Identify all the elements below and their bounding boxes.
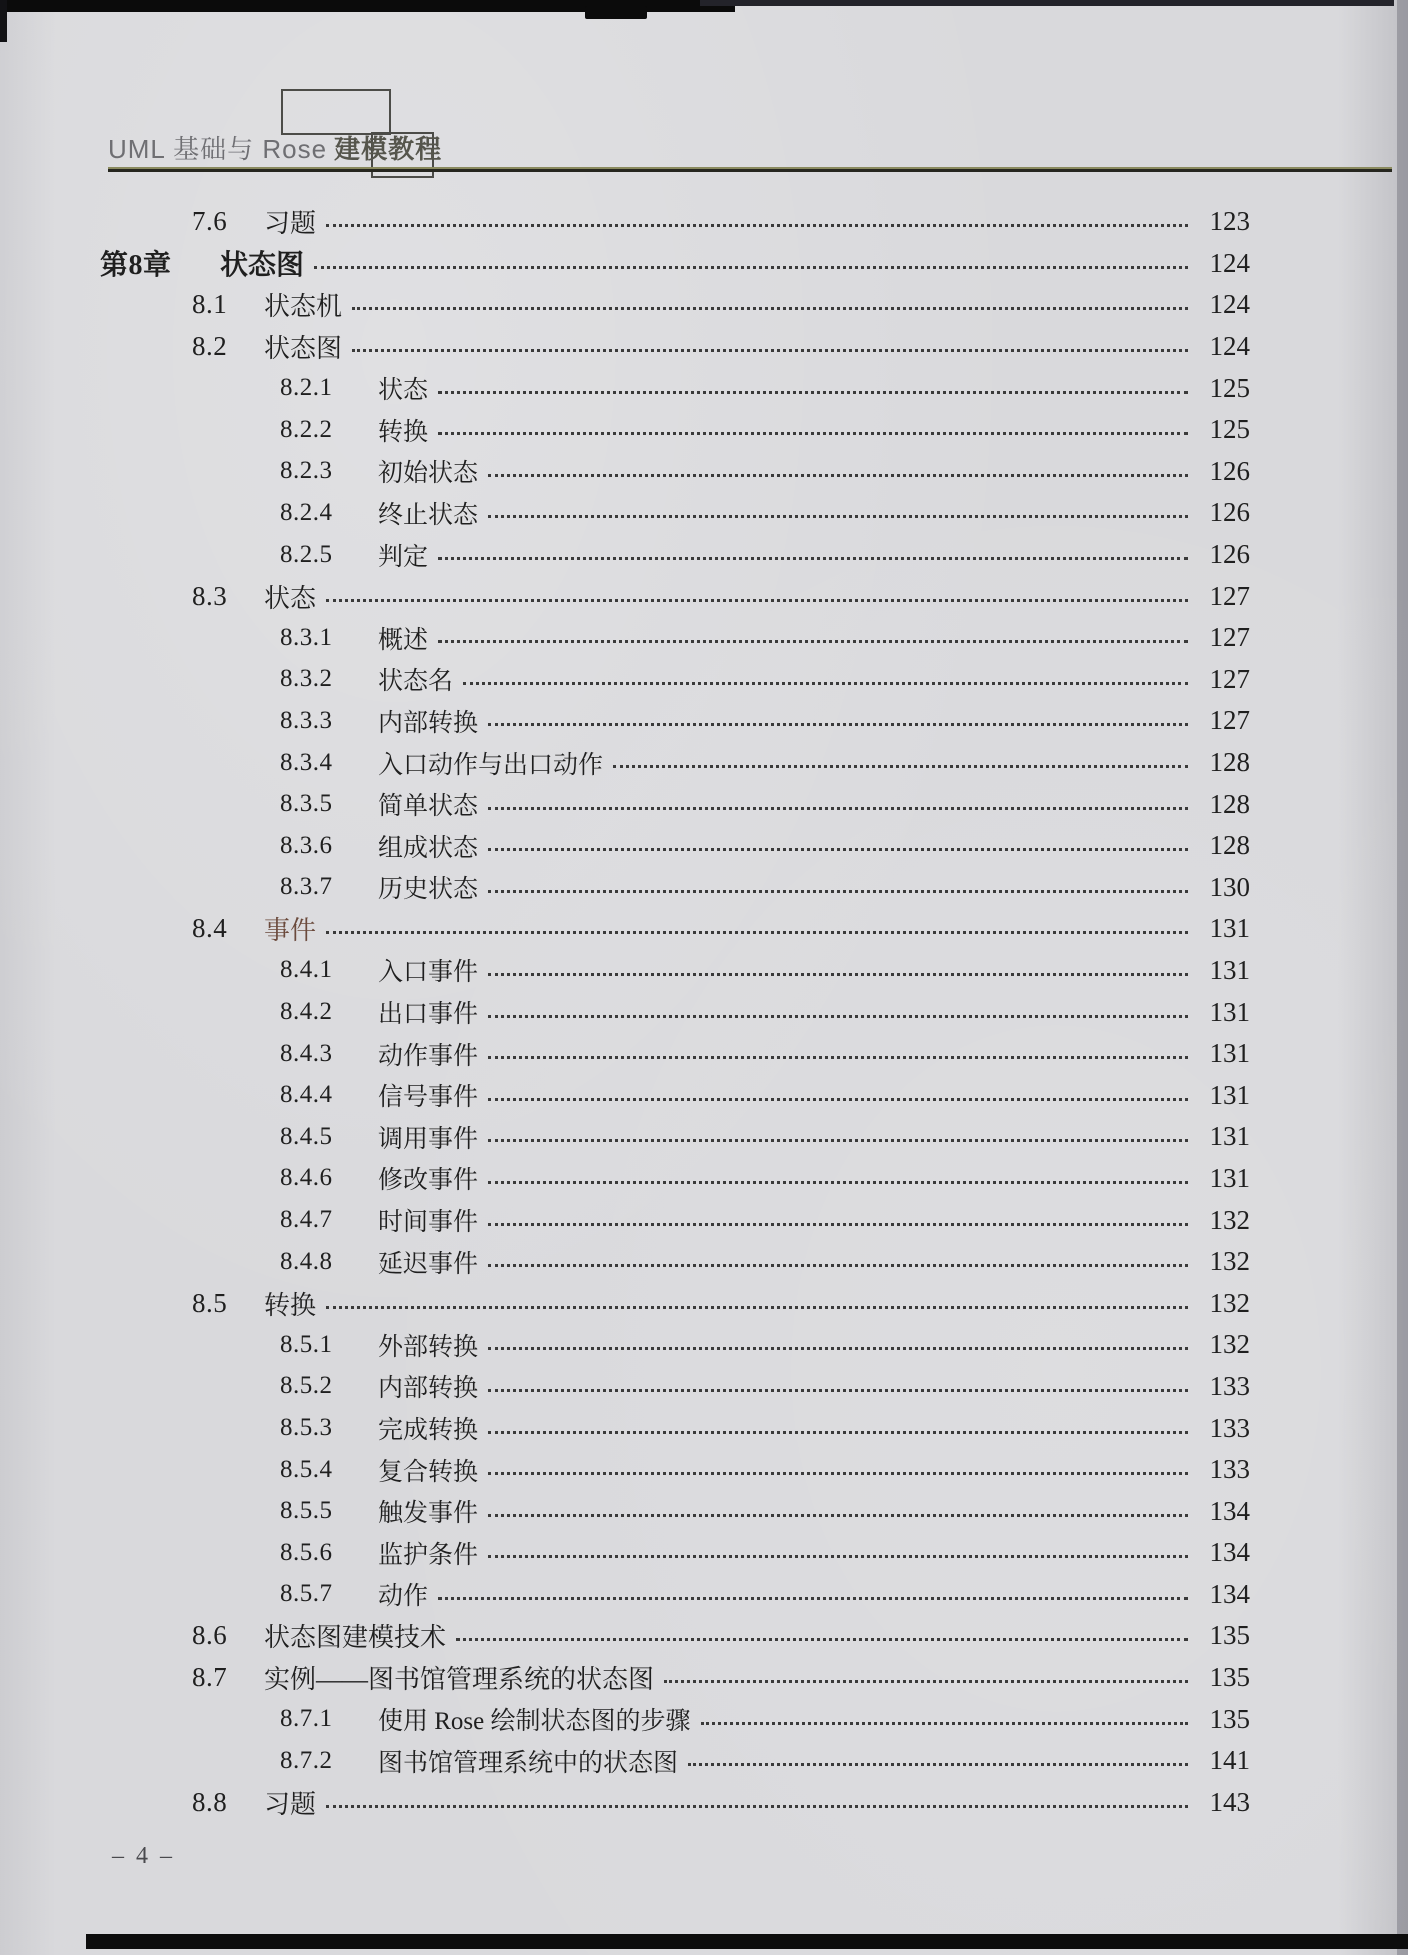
toc-entry-number: 8.2.4: [280, 498, 333, 526]
toc-entry-row: [0, 991, 1408, 1033]
toc-entry-title: 历史状态: [378, 876, 479, 904]
toc-entry-title: 判定: [378, 543, 429, 571]
toc-entry-page: 133: [1209, 1370, 1250, 1401]
toc-entry-page: 134: [1209, 1537, 1250, 1568]
scan-artifact-bottom-bar: [86, 1934, 1408, 1949]
toc-entry-row: [0, 1074, 1408, 1116]
toc-entry-number: 8.5.4: [280, 1455, 333, 1483]
toc-entry-title: 简单状态: [378, 793, 479, 821]
toc-entry-title: 入口动作与出口动作: [378, 751, 604, 779]
toc-entry-page: 131: [1209, 1079, 1250, 1110]
toc-entry-row: [0, 742, 1408, 784]
toc-entry-number: 8.2.2: [280, 415, 333, 443]
toc-entry-row: [0, 1282, 1408, 1324]
dot-leader: [326, 931, 1188, 934]
toc-entry-title: 状态机: [264, 292, 343, 322]
toc-entry-title: 动作事件: [378, 1042, 479, 1070]
toc-entry-title: 习题: [264, 209, 317, 239]
toc-entry-row: [0, 534, 1408, 576]
toc-entry-title: 实例——图书馆管理系统的状态图: [264, 1665, 655, 1695]
toc-entry-title: 图书馆管理系统中的状态图: [378, 1749, 679, 1777]
dot-leader: [488, 1472, 1188, 1475]
toc-entry-number: 8.3.1: [280, 623, 333, 651]
toc-entry-page: 127: [1209, 663, 1250, 694]
dot-leader: [326, 1805, 1188, 1808]
toc-entry-page: 127: [1209, 622, 1250, 653]
toc-entry-row: [0, 1407, 1408, 1449]
toc-entry-page: 135: [1209, 1620, 1250, 1651]
dot-leader: [701, 1722, 1188, 1725]
toc-entry-number: 8.3.4: [280, 748, 333, 776]
dot-leader: [438, 1597, 1188, 1600]
toc-entry-row: [0, 451, 1408, 493]
dot-leader: [488, 1514, 1188, 1517]
toc-entry-page: 123: [1209, 206, 1250, 237]
toc-entry-number: 8.3.6: [280, 831, 333, 859]
toc-entry-row: [0, 783, 1408, 825]
toc-entry-number: 8.7: [192, 1662, 228, 1693]
dot-leader: [438, 432, 1188, 435]
toc-entry-page: 124: [1209, 247, 1250, 278]
toc-entry-title: 事件: [264, 916, 317, 946]
toc-entry-page: 132: [1209, 1329, 1250, 1360]
dot-leader: [326, 1306, 1188, 1309]
header-decoration-box-upper: [281, 89, 391, 135]
toc-entry-number: 8.2.5: [280, 540, 333, 568]
scan-artifact-top-line: [700, 0, 1394, 6]
dot-leader: [488, 515, 1188, 518]
toc-entry-number: 8.5.5: [280, 1497, 333, 1525]
toc-entry-number: 8.4: [192, 913, 228, 944]
toc-entry-row: [0, 1366, 1408, 1408]
toc-entry-number: 8.3: [192, 580, 228, 611]
toc-entry-page: 135: [1209, 1662, 1250, 1693]
toc-entry-number: 8.7.2: [280, 1746, 333, 1774]
dot-leader: [488, 1389, 1188, 1392]
toc-entry-number: 8.4.3: [280, 1039, 333, 1067]
dot-leader: [314, 266, 1188, 269]
toc-entry-number: 8.4.8: [280, 1247, 333, 1275]
book-title-left: UML 基础与 Rose: [108, 134, 328, 164]
toc-entry-number: 8.4.6: [280, 1164, 333, 1192]
toc-entry-number: 8.7.1: [280, 1705, 333, 1733]
toc-entry-page: 132: [1209, 1204, 1250, 1235]
toc-entry-title: 内部转换: [378, 709, 479, 737]
toc-entry-page: 133: [1209, 1412, 1250, 1443]
toc-entry-number: 8.5.7: [280, 1580, 333, 1608]
toc-entry-title: 状态: [378, 377, 429, 405]
dot-leader: [613, 765, 1188, 768]
toc-entry-title: 状态名: [378, 668, 454, 696]
dot-leader: [488, 474, 1188, 477]
toc-entry-row: [0, 950, 1408, 992]
toc-entry-number: 8.5: [192, 1287, 228, 1318]
dot-leader: [326, 224, 1188, 227]
toc-entry-number: 8.5.1: [280, 1330, 333, 1358]
toc-entry-row: [0, 1698, 1408, 1740]
toc-entry-number: 8.4.4: [280, 1081, 333, 1109]
toc-entry-title: 习题: [264, 1789, 317, 1819]
toc-entry-page: 131: [1209, 954, 1250, 985]
toc-entry-title: 组成状态: [378, 834, 479, 862]
toc-entry-page: 126: [1209, 497, 1250, 528]
dot-leader: [488, 1098, 1188, 1101]
toc-entry-title: 转换: [378, 418, 429, 446]
dot-leader: [326, 599, 1188, 602]
toc-entry-page: 126: [1209, 455, 1250, 486]
toc-entry-number: 第8章: [100, 250, 172, 282]
dot-leader: [488, 890, 1188, 893]
toc-entry-title: 信号事件: [378, 1084, 479, 1112]
toc-entry-number: 7.6: [192, 206, 228, 237]
toc-entry-page: 131: [1209, 1121, 1250, 1152]
dot-leader: [463, 682, 1188, 685]
toc-entry-number: 8.5.3: [280, 1414, 333, 1442]
toc-entry-title: 状态图建模技术: [264, 1623, 447, 1653]
dot-leader: [488, 1223, 1188, 1226]
toc-entry-number: 8.3.7: [280, 873, 333, 901]
toc-entry-row: [0, 1490, 1408, 1532]
toc-entry-title: 时间事件: [378, 1209, 479, 1237]
toc-entry-row: [0, 1116, 1408, 1158]
toc-entry-title: 状态图: [220, 250, 305, 282]
toc-entry-row: [0, 575, 1408, 617]
toc-entry-title: 入口事件: [378, 959, 479, 987]
toc-entry-title: 状态: [264, 583, 317, 613]
dot-leader: [456, 1638, 1188, 1641]
toc-entry-row: [0, 617, 1408, 659]
toc-entry-row: [0, 201, 1408, 243]
toc-entry-page: 124: [1209, 331, 1250, 362]
toc-entry-row: [0, 825, 1408, 867]
toc-entry-number: 8.1: [192, 289, 228, 320]
toc-entry-row: [0, 659, 1408, 701]
toc-entry-number: 8.4.2: [280, 998, 333, 1026]
toc-entry-row: [0, 1657, 1408, 1699]
toc-entry-title: 修改事件: [378, 1167, 479, 1195]
toc-entry-row: [0, 326, 1408, 368]
dot-leader: [488, 1264, 1188, 1267]
dot-leader: [438, 640, 1188, 643]
dot-leader: [488, 807, 1188, 810]
dot-leader: [488, 1056, 1188, 1059]
toc-entry-number: 8.3.3: [280, 706, 333, 734]
dot-leader: [488, 1431, 1188, 1434]
toc-entry-title: 监护条件: [378, 1541, 479, 1569]
dot-leader: [438, 391, 1188, 394]
toc-entry-title: 延迟事件: [378, 1250, 479, 1278]
dot-leader: [488, 973, 1188, 976]
toc-entry-number: 8.5.2: [280, 1372, 333, 1400]
toc-entry-title: 触发事件: [378, 1500, 479, 1528]
toc-entry-number: 8.2.1: [280, 374, 333, 402]
toc-entry-row: [0, 1532, 1408, 1574]
toc-entry-page: 128: [1209, 788, 1250, 819]
dot-leader: [488, 1347, 1188, 1350]
footer-page-number: – 4 –: [112, 1843, 175, 1869]
dot-leader: [664, 1680, 1188, 1683]
book-title: [108, 134, 442, 164]
toc-entry-row: [0, 409, 1408, 451]
toc-entry-title: 调用事件: [378, 1125, 479, 1153]
toc-entry-page: 127: [1209, 580, 1250, 611]
toc-entry-page: 127: [1209, 705, 1250, 736]
dot-leader: [488, 1139, 1188, 1142]
dot-leader: [488, 1015, 1188, 1018]
toc-entry-row: [0, 1241, 1408, 1283]
toc-entry-number: 8.4.7: [280, 1206, 333, 1234]
toc-entry-row: [0, 908, 1408, 950]
toc-entry-row: [0, 1615, 1408, 1657]
toc-entry-title: 完成转换: [378, 1417, 479, 1445]
toc-entry-page: 134: [1209, 1495, 1250, 1526]
toc-entry-row: [0, 700, 1408, 742]
dot-leader: [352, 349, 1188, 352]
scan-artifact-left-edge: [0, 0, 7, 42]
toc-entry-title: 出口事件: [378, 1001, 479, 1029]
toc-entry-row: [0, 1324, 1408, 1366]
toc-entry-title: 终止状态: [378, 501, 479, 529]
toc-entry-row: [0, 867, 1408, 909]
toc-entry-title: 概述: [378, 626, 429, 654]
toc-entry-page: 133: [1209, 1454, 1250, 1485]
toc-entry-row: [0, 1158, 1408, 1200]
toc-entry-row: [0, 1033, 1408, 1075]
dot-leader: [488, 848, 1188, 851]
toc-entry-page: 132: [1209, 1287, 1250, 1318]
toc-entry-page: 128: [1209, 747, 1250, 778]
toc-entry-row: [0, 284, 1408, 326]
toc-entry-row: [0, 243, 1408, 285]
toc-entry-page: 125: [1209, 414, 1250, 445]
toc-entry-number: 8.4.1: [280, 956, 333, 984]
toc-list: [0, 201, 1408, 1823]
toc-entry-row: [0, 1199, 1408, 1241]
toc-entry-page: 131: [1209, 1038, 1250, 1069]
toc-entry-number: 8.5.6: [280, 1538, 333, 1566]
toc-entry-page: 126: [1209, 539, 1250, 570]
toc-entry-row: [0, 1782, 1408, 1824]
dot-leader: [488, 1181, 1188, 1184]
toc-entry-row: [0, 1449, 1408, 1491]
toc-entry-number: 8.4.5: [280, 1122, 333, 1150]
toc-entry-page: 132: [1209, 1246, 1250, 1277]
toc-entry-number: 8.6: [192, 1620, 228, 1651]
toc-entry-number: 8.3.5: [280, 790, 333, 818]
toc-entry-page: 131: [1209, 913, 1250, 944]
toc-entry-number: 8.2.3: [280, 457, 333, 485]
toc-entry-number: 8.2: [192, 331, 228, 362]
book-title-right: 建模教程: [334, 134, 443, 164]
toc-entry-page: 143: [1209, 1786, 1250, 1817]
toc-entry-page: 131: [1209, 1162, 1250, 1193]
toc-entry-title: 初始状态: [378, 460, 479, 488]
toc-entry-page: 130: [1209, 871, 1250, 902]
toc-entry-page: 124: [1209, 289, 1250, 320]
dot-leader: [438, 557, 1188, 560]
toc-entry-page: 141: [1209, 1745, 1250, 1776]
dot-leader: [352, 307, 1188, 310]
header-rule: [108, 167, 1392, 172]
toc-entry-number: 8.8: [192, 1786, 228, 1817]
toc-entry-page: 135: [1209, 1703, 1250, 1734]
toc-entry-title: 复合转换: [378, 1458, 479, 1486]
toc-entry-title: 动作: [378, 1583, 429, 1611]
toc-entry-number: 8.3.2: [280, 665, 333, 693]
toc-entry-title: 转换: [264, 1290, 317, 1320]
scan-artifact-ink-blob: [585, 6, 647, 19]
toc-entry-title: 状态图: [264, 334, 343, 364]
toc-entry-page: 128: [1209, 830, 1250, 861]
toc-entry-row: [0, 367, 1408, 409]
toc-entry-page: 131: [1209, 996, 1250, 1027]
dot-leader: [488, 723, 1188, 726]
toc-entry-page: 134: [1209, 1578, 1250, 1609]
toc-entry-title: 使用 Rose 绘制状态图的步骤: [378, 1708, 691, 1736]
toc-entry-row: [0, 492, 1408, 534]
toc-entry-row: [0, 1740, 1408, 1782]
dot-leader: [688, 1763, 1188, 1766]
toc-entry-row: [0, 1574, 1408, 1616]
toc-entry-page: 125: [1209, 372, 1250, 403]
toc-entry-title: 内部转换: [378, 1375, 479, 1403]
dot-leader: [488, 1555, 1188, 1558]
toc-entry-title: 外部转换: [378, 1333, 479, 1361]
